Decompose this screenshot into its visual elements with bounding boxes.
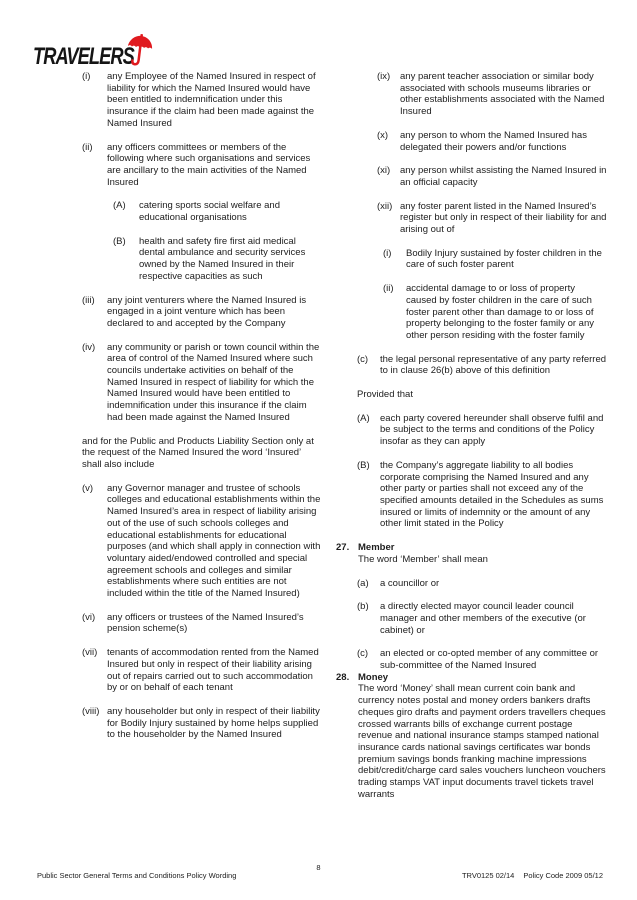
member-a [357,578,608,590]
section-member-intro: The word ‘Member’ shall mean [358,553,488,565]
clause-text: any householder but only in respect of their liability for Bodily Injury sustained by home helps supplied to the householder by the Named Insured [107,705,320,741]
clause-marker: (i) [383,247,392,259]
travelers-wordmark: TRAVELERS [33,43,134,70]
clause-text: tenants of accommodation rented from the Named Insured but only in respect of their liability arising out of repairs carried out to such accommodation by or on behalf of each tenant [107,647,319,694]
clause-marker: (v) [82,482,94,494]
clause-marker: (A) [113,200,126,212]
clause-marker: (iv) [82,341,96,353]
section-number: 28. [336,671,350,683]
section-title: Member [358,542,395,554]
clause-marker: (c) [357,648,369,660]
right-column [336,71,608,800]
clause-vii [82,647,322,694]
footer-policy-codes [462,871,603,880]
clause-marker: (vi) [82,611,96,623]
clause-marker: (ii) [82,141,93,153]
clause-marker: (i) [82,71,91,82]
clause-text: a councillor or [380,577,440,589]
clause-marker: (b) [357,601,369,613]
clause-viii [82,706,322,741]
clause-marker: (iii) [82,294,95,306]
clause-text: each party covered hereunder shall observe fulfil and be subject to the terms and conditions of the Policy insofar as they can apply [380,412,604,448]
clause-xi [377,165,608,188]
section-title: Money [358,671,389,683]
clause-text: and for the Public and Products Liability Section only at the request of the Named Insured the word ‘Insured’ shall also include [82,435,314,470]
clause-marker: (x) [377,129,389,141]
clause-ii [82,142,322,189]
footer-document-title: Public Sector General Terms and Conditions Policy Wording [37,871,237,880]
member-c [357,648,608,671]
clause-text: any Governor manager and trustee of schools colleges and educational establishments within the Named Insured’s area in respect of liability arising out of the use of such schools colleges and educational establishments for educational purposes (and which shall apply in connection with voluntary aided/endowed controlled and special agreement schools and colleges and similar establishments where such entities are not included within the title of the Named Insured) [107,482,321,600]
clause-text: any officers or trustees of the Named Insured’s pension scheme(s) [107,611,304,635]
proviso-A [357,413,608,448]
clause-text: any person to whom the Named Insured has delegated their powers and/or functions [400,129,587,153]
provided-that-paragraph [357,389,608,401]
footer-form-code: TRV0125 02/14 [461,871,515,880]
clause-text: any joint venturers where the Named Insured is engaged in a joint venture which has been declared to and accepted by the Company [107,294,307,329]
clause-marker: (A) [357,412,370,424]
clause-iii [82,295,322,330]
umbrella-icon [124,32,155,73]
clause-marker: (viii) [82,705,100,717]
clause-text: an elected or co-opted member of any committee or sub-committee of the Named Insured [380,648,599,672]
proviso-B [357,460,608,530]
clause-text: any Employee of the Named Insured in respect of liability for which the Named Insured would have been entitled to indemnification under this insurance if the claim had been made against the Named Insured [107,71,316,129]
clause-text: Bodily Injury sustained by foster children in the care of such foster parent [406,247,602,271]
clause-v [82,483,322,600]
section-member-heading [336,542,608,554]
clause-text: catering sports social welfare and educational organisations [139,200,280,224]
clause-ix [377,71,608,118]
clause-c [357,354,608,377]
clause-text: Provided that [357,389,413,401]
clause-marker: (xi) [377,165,391,177]
clause-text: any parent teacher association or similar body associated with schools museums libraries or other establishments associated with the Named Insured [400,71,605,118]
clause-text: any foster parent listed in the Named Insured’s register but only in respect of their liability for and arising out of [400,200,607,236]
clause-marker: (c) [357,353,369,365]
clause-marker: (a) [357,577,369,589]
clause-marker: (B) [113,235,126,247]
section-number: 27. [336,542,350,554]
clause-ii-A [113,200,322,223]
section-money-heading [336,672,608,684]
clause-marker: (ix) [377,71,391,82]
member-b [357,601,608,636]
section-money-body: The word ‘Money’ shall mean current coin bank and currency notes postal and money orders bankers drafts cheques giro drafts and payment orders travellers cheques crossed warrants bills of exchange current postage revenue and national insurance stamps stamped national insurance cards national savings certificates war bonds premium savings bonds franking machine impressions debit/credit/charge card sales vouchers luncheon vouchers trading stamps VAT input documents travel tickets travel warrants [358,683,606,800]
clause-text: health and safety fire first aid medical dental ambulance and security services owned by the Named Insured in their respective capacities as such [139,235,306,282]
clause-text: any community or parish or town council within the area of control of the Named Insured where such councils undertake activities on behalf of the Named Insured in respect of liability for which the Named Insured would have been entitled to indemnification under this insurance if the claim had been made against the Named Insured [107,341,320,423]
footer-policy-code: Policy Code 2009 05/12 [523,871,603,880]
insured-include-paragraph [82,436,322,471]
clause-x [377,130,608,153]
clause-text: accidental damage to or loss of property caused by foster children in the care of such foster parent other than damage to or loss of property belonging to the foster family or any other person residing with the foster family [406,283,594,341]
clause-text: any officers committees or members of the following where such organisations and services are ancillary to the main activities of the Named Insured [107,141,311,188]
clause-text: the legal personal representative of any party referred to in clause 26(b) above of this definition [380,353,607,377]
clause-text: a directly elected mayor council leader council manager and other members of the executive (or cabinet) or [380,601,586,636]
clause-iv [82,342,322,424]
left-column [82,71,322,741]
clause-text: the Company’s aggregate liability to all bodies corporate comprising the Named Insured and any other party or parties shall not exceed any of the specified amounts detailed in the Schedules as sums insured or limits of indemnity or the amount of any other limit stated in the Policy [380,459,604,530]
clause-ii-B [113,236,322,283]
section-money [336,672,608,801]
clause-xii-i [383,248,608,271]
clause-vi [82,612,322,635]
clause-i [82,71,322,130]
page-number: 8 [316,863,321,872]
clause-xii-ii [383,283,608,342]
clause-xii [377,201,608,236]
section-member [336,542,608,672]
clause-marker: (B) [357,459,370,471]
clause-text: any person whilst assisting the Named Insured in an official capacity [400,165,607,188]
clause-marker: (ii) [383,283,394,295]
clause-marker: (vii) [82,647,98,659]
clause-marker: (xii) [377,200,393,212]
